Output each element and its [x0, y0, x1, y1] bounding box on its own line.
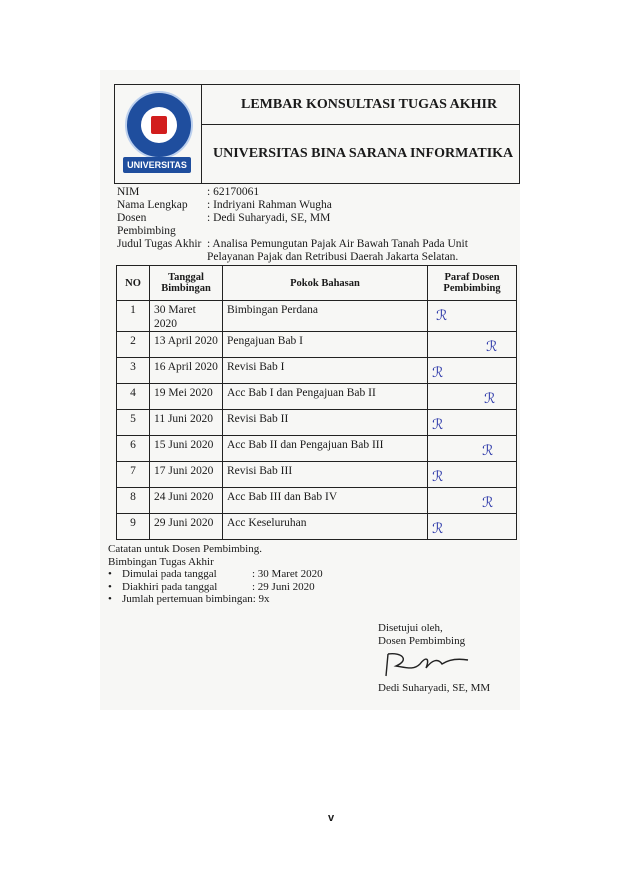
- list-item: • Dimulai pada tanggal : 30 Maret 2020: [108, 568, 323, 580]
- institution-name: UNIVERSITAS BINA SARANA INFORMATIKA: [213, 146, 514, 161]
- document-title: LEMBAR KONSULTASI TUGAS AKHIR: [201, 85, 519, 125]
- consultation-table: [116, 265, 517, 540]
- info-row: Judul Tugas Akhir : Analisa Pemungutan Pajak Air Bawah Tanah Pada Unit Pelayanan Pajak dan Retribusi Daerah Jakarta Selatan.: [117, 238, 468, 263]
- col-no: NO: [117, 266, 150, 301]
- page-number: v: [328, 812, 335, 824]
- info-row: Nama Lengkap : Indriyani Rahman Wugha: [117, 199, 332, 211]
- table-row: 5 11 Juni 2020 Revisi Bab II ℛ: [117, 410, 517, 436]
- initials-signature-icon: ℛ: [482, 495, 494, 511]
- supervisor-name: Dedi Suharyadi, SE, MM: [378, 682, 491, 694]
- list-item: • Diakhiri pada tanggal : 29 Juni 2020: [108, 580, 315, 593]
- table-row: 2 13 April 2020 Pengajuan Bab I ℛ: [117, 332, 517, 358]
- logo-cell: [115, 85, 202, 183]
- initials-signature-icon: ℛ: [432, 469, 444, 485]
- approval-line1: Disetujui oleh,: [378, 622, 443, 634]
- initials-signature-icon: ℛ: [486, 339, 498, 355]
- logo-label: UNIVERSITAS: [123, 157, 191, 173]
- bullet-icon: •: [108, 580, 112, 593]
- document-header: [114, 84, 520, 184]
- initials-signature-icon: ℛ: [432, 521, 444, 537]
- table-row: 9 29 Juni 2020 Acc Keseluruhan ℛ: [117, 514, 517, 540]
- initials-signature-icon: ℛ: [484, 391, 496, 407]
- initials-signature-icon: ℛ: [432, 365, 444, 381]
- info-row: Dosen Pembimbing : Dedi Suharyadi, SE, MM: [117, 212, 331, 237]
- bullet-icon: •: [108, 568, 112, 580]
- notes-section: [108, 543, 323, 606]
- notes-title: Catatan untuk Dosen Pembimbing.: [108, 543, 262, 555]
- info-row: NIM : 62170061: [117, 186, 260, 198]
- handwritten-signature-icon: [382, 650, 472, 678]
- initials-signature-icon: ℛ: [432, 417, 444, 433]
- student-info: [117, 186, 517, 264]
- table-row: 4 19 Mei 2020 Acc Bab I dan Pengajuan Bab II ℛ: [117, 384, 517, 410]
- initials-signature-icon: ℛ: [436, 308, 448, 324]
- table-row: 6 15 Juni 2020 Acc Bab II dan Pengajuan Bab III ℛ: [117, 436, 517, 462]
- bullet-icon: •: [108, 593, 112, 605]
- table-row: 8 24 Juni 2020 Acc Bab III dan Bab IV ℛ: [117, 488, 517, 514]
- col-signature: Paraf Dosen Pembimbing: [428, 266, 517, 301]
- col-date: Tanggal Bimbingan: [150, 266, 223, 301]
- approval-line2: Dosen Pembimbing: [378, 635, 466, 647]
- table-header-row: [117, 266, 517, 301]
- table-row: 7 17 Juni 2020 Revisi Bab III ℛ: [117, 462, 517, 488]
- col-topic: Pokok Bahasan: [223, 266, 428, 301]
- notes-subtitle: Bimbingan Tugas Akhir: [108, 555, 214, 568]
- table-row: 3 16 April 2020 Revisi Bab I ℛ: [117, 358, 517, 384]
- university-logo-icon: [125, 91, 193, 159]
- table-row: 1 30 Maret 2020 Bimbingan Perdana ℛ: [117, 301, 517, 332]
- list-item: • Jumlah pertemuan bimbingan : 9x: [108, 593, 270, 605]
- initials-signature-icon: ℛ: [482, 443, 494, 459]
